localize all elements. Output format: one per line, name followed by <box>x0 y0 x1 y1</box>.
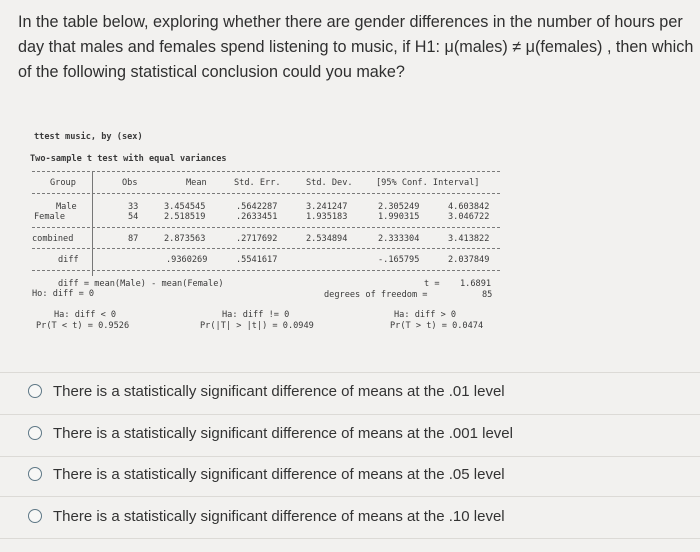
row-mean: 3.454545 <box>164 202 206 212</box>
option-01-level[interactable] <box>28 379 505 403</box>
row-stderr: .2717692 <box>236 234 278 244</box>
table-rule <box>32 193 500 194</box>
p-value: Pr(|T| > |t|) = 0.0949 <box>200 321 314 331</box>
alt-hypothesis: Ha: diff < 0 <box>54 310 117 320</box>
table-separator <box>92 172 93 276</box>
option-10-level[interactable] <box>28 504 505 528</box>
col-header-stderr: Std. Err. <box>234 178 281 188</box>
diff-definition: diff = mean(Male) - mean(Female) <box>58 279 224 289</box>
option-divider <box>0 456 700 457</box>
table-rule <box>32 227 500 228</box>
df-label: degrees of freedom = <box>324 290 428 300</box>
row-stderr: .5541617 <box>236 255 278 265</box>
question-line: of the following statistical conclusion could you make? <box>18 63 405 81</box>
stata-title: Two-sample t test with equal variances <box>30 154 227 164</box>
question-text <box>18 10 694 85</box>
option-divider <box>0 538 700 539</box>
df-value: 85 <box>482 290 493 300</box>
radio-button[interactable] <box>28 426 42 440</box>
alt-hypothesis: Ha: diff != 0 <box>222 310 290 320</box>
option-divider <box>0 496 700 497</box>
row-mean: 2.518519 <box>164 212 206 222</box>
row-group-label: diff <box>58 255 79 265</box>
col-header-ci: [95% Conf. Interval] <box>376 178 480 188</box>
col-header-stddev: Std. Dev. <box>306 178 353 188</box>
row-ci-low: 2.305249 <box>378 202 420 212</box>
row-stddev: 3.241247 <box>306 202 348 212</box>
radio-button[interactable] <box>28 384 42 398</box>
question-line: In the table below, exploring whether there are gender differences in the number of hours per <box>18 13 683 31</box>
row-stderr: .5642287 <box>236 202 278 212</box>
row-stddev: 2.534894 <box>306 234 348 244</box>
row-mean: 2.873563 <box>164 234 206 244</box>
row-ci-high: 2.037849 <box>448 255 490 265</box>
row-ci-low: 2.333304 <box>378 234 420 244</box>
option-divider <box>0 414 700 415</box>
row-stddev: 1.935183 <box>306 212 348 222</box>
row-ci-low: 1.990315 <box>378 212 420 222</box>
null-hypothesis: Ho: diff = 0 <box>32 289 95 299</box>
row-stderr: .2633451 <box>236 212 278 222</box>
row-ci-high: 3.046722 <box>448 212 490 222</box>
row-ci-low: -.165795 <box>378 255 420 265</box>
option-label: There is a statistically significant difference of means at the .10 level <box>53 507 505 525</box>
stata-command: ttest music, by (sex) <box>34 132 143 142</box>
radio-button[interactable] <box>28 509 42 523</box>
question-line: day that males and females spend listening to music, if H1: μ(males) ≠ μ(females) , then which <box>18 38 694 56</box>
row-ci-high: 4.603842 <box>448 202 490 212</box>
t-value: 1.6891 <box>460 279 492 289</box>
option-05-level[interactable] <box>28 462 505 486</box>
table-rule <box>32 171 500 172</box>
row-ci-high: 3.413822 <box>448 234 490 244</box>
row-group-label: Male <box>56 202 77 212</box>
alt-hypothesis: Ha: diff > 0 <box>394 310 457 320</box>
stata-output-image <box>0 122 700 362</box>
col-header-group: Group <box>50 178 76 188</box>
option-001-level[interactable] <box>28 421 513 445</box>
radio-button[interactable] <box>28 467 42 481</box>
row-mean: .9360269 <box>166 255 208 265</box>
option-divider <box>0 372 700 373</box>
row-obs: 54 <box>128 212 139 222</box>
option-label: There is a statistically significant difference of means at the .001 level <box>53 424 513 442</box>
row-group-label: Female <box>34 212 66 222</box>
p-value: Pr(T < t) = 0.9526 <box>36 321 130 331</box>
col-header-obs: Obs <box>122 178 138 188</box>
option-label: There is a statistically significant difference of means at the .05 level <box>53 465 505 483</box>
table-rule <box>32 248 500 249</box>
row-obs: 33 <box>128 202 139 212</box>
t-label: t = <box>424 279 440 289</box>
row-group-label: combined <box>32 234 74 244</box>
p-value: Pr(T > t) = 0.0474 <box>390 321 484 331</box>
col-header-mean: Mean <box>186 178 207 188</box>
option-label: There is a statistically significant difference of means at the .01 level <box>53 382 505 400</box>
table-rule <box>32 270 500 271</box>
row-obs: 87 <box>128 234 139 244</box>
